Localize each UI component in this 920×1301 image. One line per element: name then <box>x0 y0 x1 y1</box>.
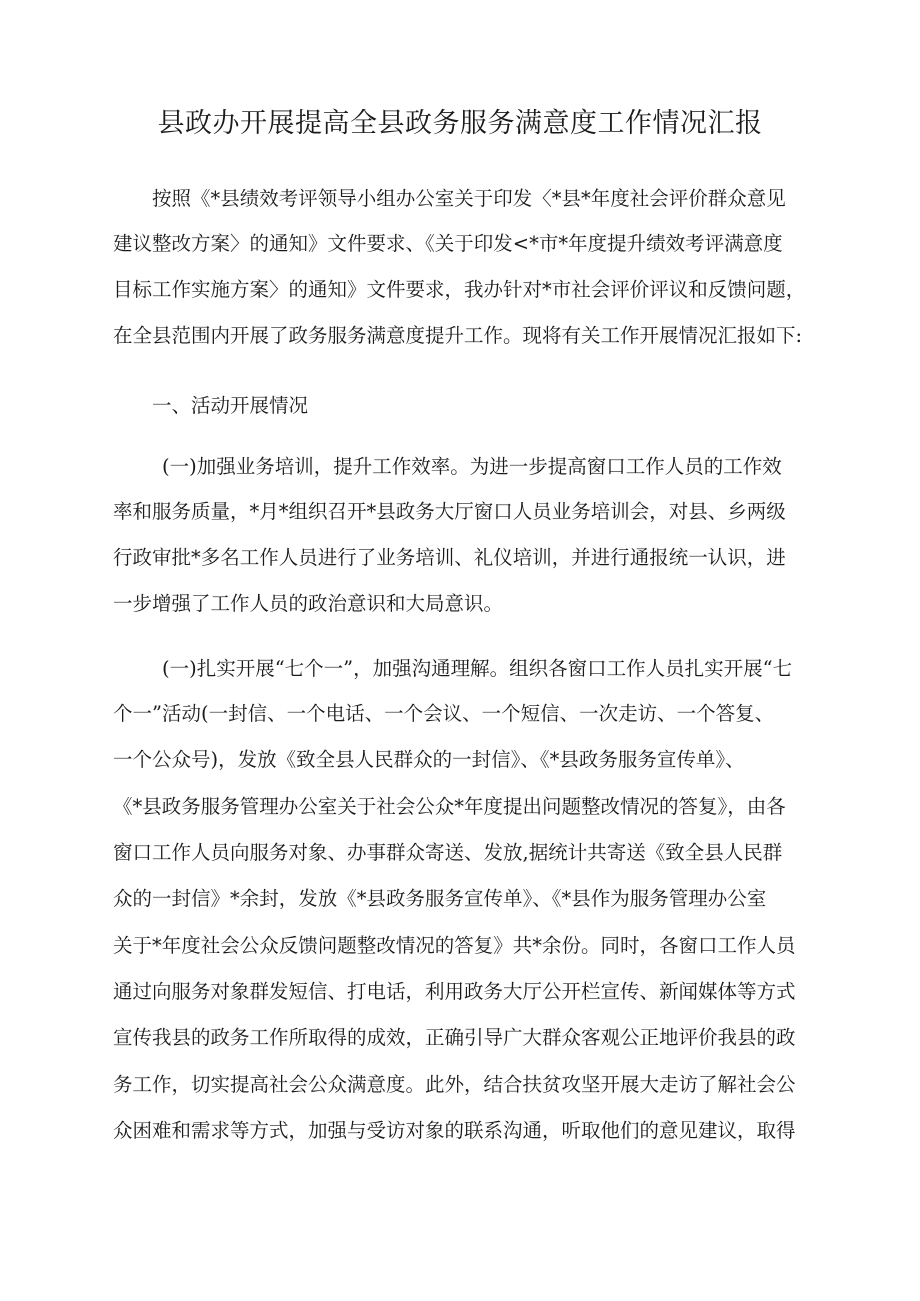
para2-line-6: 众的一封信》*余封，发放《*县政务服务宣传单》、《*县作为服务管理办公室 <box>113 887 767 910</box>
para1-line-1: (一)加强业务培训，提升工作效率。为进一步提高窗口工作人员的工作效 <box>162 455 782 478</box>
para2-line-8: 通过向服务对象群发短信、打电话，利用政务大厅公开栏宣传、新闻媒体等方式 <box>113 980 796 1003</box>
para2-line-11: 众困难和需求等方式，加强与受访对象的联系沟通，听取他们的意见建议，取得 <box>113 1119 796 1142</box>
para2-line-4: 《*县政务服务管理办公室关于社会公众*年度提出问题整改情况的答复》，由各 <box>113 795 786 818</box>
para2-line-10: 务工作，切实提高社会公众满意度。此外，结合扶贫攻坚开展大走访了解社会公 <box>113 1073 796 1096</box>
section-heading: 一、活动开展情况 <box>152 394 309 417</box>
intro-line-4: 在全县范围内开展了政务服务满意度提升工作。现将有关工作开展情况汇报如下: <box>113 324 803 347</box>
para1-line-4: 一步增强了工作人员的政治意识和大局意识。 <box>113 592 504 615</box>
para2-line-5: 窗口工作人员向服务对象、办事群众寄送、发放,据统计共寄送《致全县人民群 <box>113 841 783 864</box>
intro-line-2: 建议整改方案〉的通知》文件要求、《关于印发<*市*年度提升绩效考评满意度 <box>113 232 783 255</box>
intro-line-1: 按照《*县绩效考评领导小组办公室关于印发〈*县*年度社会评价群众意见 <box>152 187 786 210</box>
para1-line-3: 行政审批*多名工作人员进行了业务培训、礼仪培训，并进行通报统一认识，进 <box>113 546 786 569</box>
para2-line-7: 关于*年度社会公众反馈问题整改情况的答复》共*余份。同时，各窗口工作人员 <box>113 934 796 957</box>
para2-line-2: 个一”活动(一封信、一个电话、一个会议、一个短信、一次走访、一个答复、 <box>113 702 775 725</box>
para1-line-2: 率和服务质量，*月*组织召开*县政务大厅窗口人员业务培训会，对县、乡两级 <box>113 500 786 523</box>
document-title: 县政办开展提高全县政务服务满意度工作情况汇报 <box>157 108 763 139</box>
intro-line-3: 目标工作实施方案〉的通知》文件要求，我办针对*市社会评价评议和反馈问题， <box>113 278 806 301</box>
para2-line-9: 宣传我县的政务工作所取得的成效，正确引导广大群众客观公正地评价我县的政 <box>113 1026 796 1049</box>
para2-line-1: (一)扎实开展“七个一”，加强沟通理解。组织各窗口工作人员扎实开展“七 <box>162 657 793 680</box>
para2-line-3: 一个公众号)，发放《致全县人民群众的一封信》、《*县政务服务宣传单》、 <box>113 748 745 771</box>
